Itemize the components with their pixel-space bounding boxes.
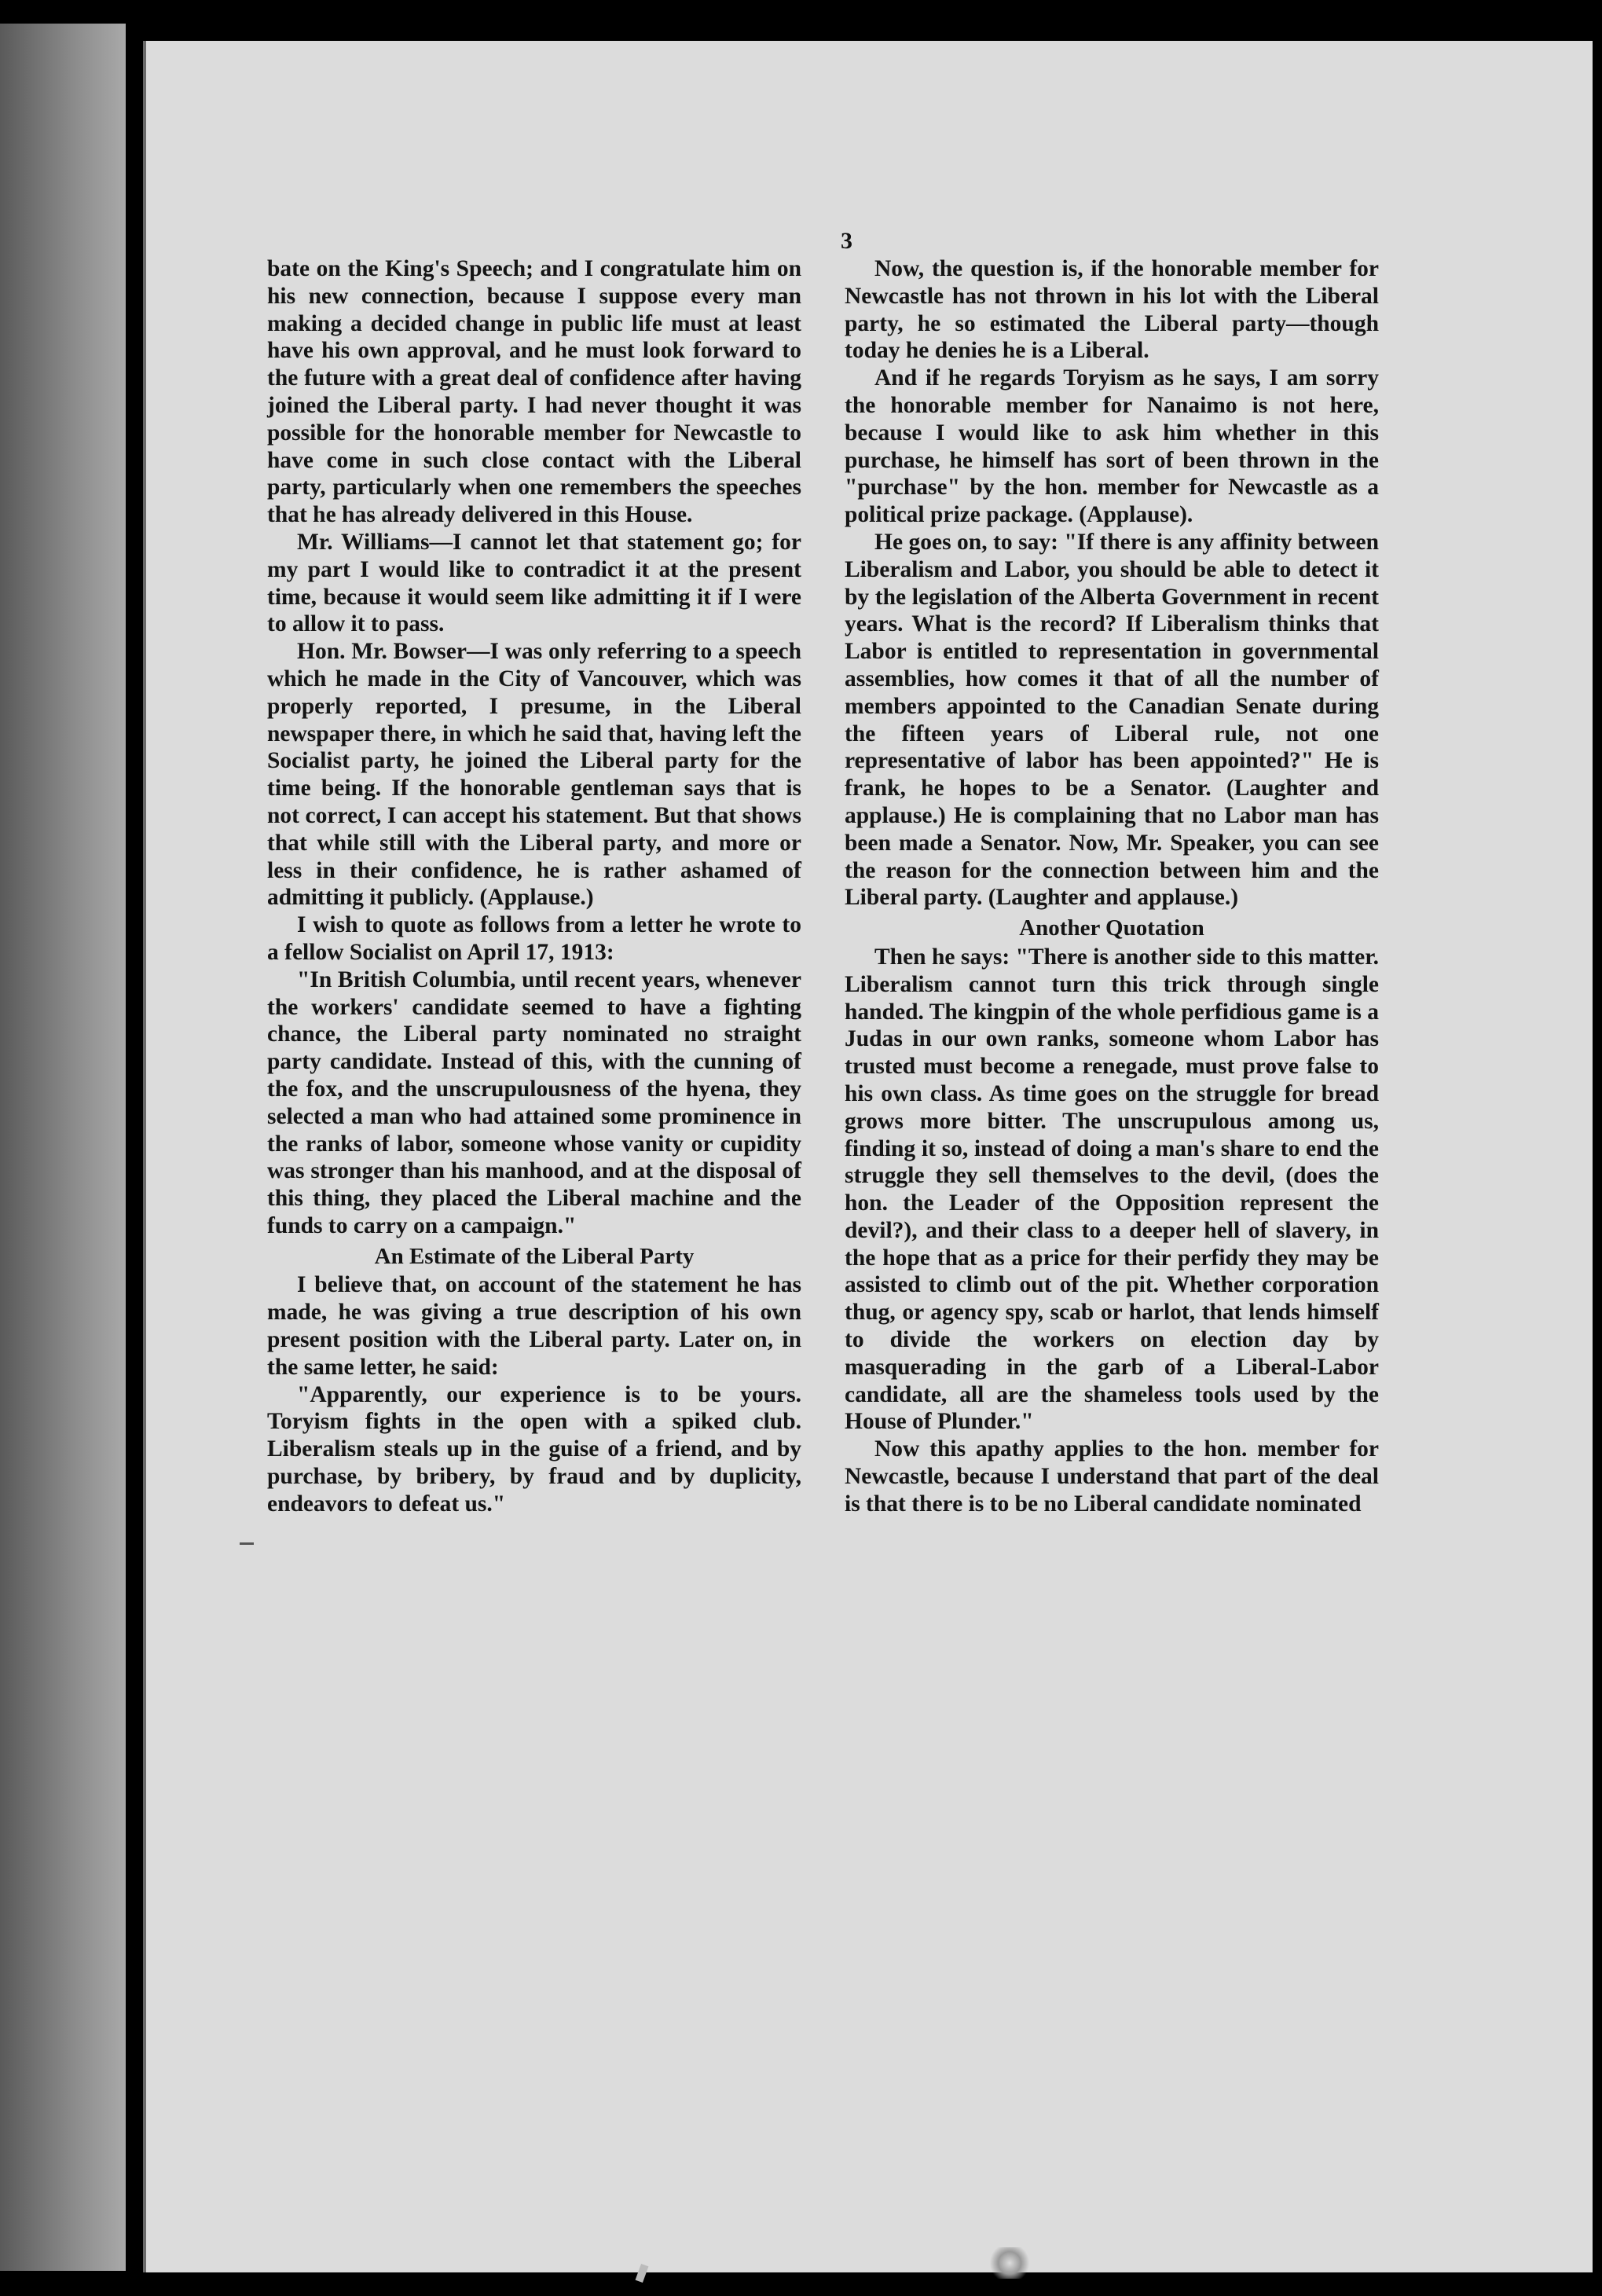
section-heading: Another Quotation: [1019, 915, 1204, 941]
quotation-paragraph: "In British Columbia, until recent years, whenever the workers' candidate seemed to have a fighting chance, the Liberal party nominated no straight party candidate. Instead of this, with the cunning of the fox, and the unscrupulousness of the hyena, they selected a man who had attained some prominence in the ranks of labor, someone whose vanity or cupidity was stronger than his manhood, and at the disposal of this thing, they placed the Liberal machine and the funds to carry on a campaign.": [267, 966, 801, 1238]
paragraph: I wish to quote as follows from a letter he wrote to a fellow Socialist on April 17, 1913:: [267, 912, 801, 965]
page-number: 3: [841, 228, 852, 254]
facing-page-edge: [0, 24, 126, 2271]
paragraph: Now this apathy applies to the hon. member for Newcastle, because I understand that part of the deal is that there is to be no Liberal candidate nominated: [845, 1436, 1379, 1517]
paragraph: And if he regards Toryism as he says, I am sorry the honorable member for Nanaimo is not here, because I would like to ask him whether in this purchase, he himself has sort of been thrown in the "purchase" by the hon. member for Newcastle as a political prize package. (Applause).: [845, 365, 1379, 528]
paragraph: bate on the King's Speech; and I congratulate him on his new connection, because I suppose every man making a decided change in public life must at least have his own approval, and he must look forward to the future with a great deal of confidence after having joined the Liberal party. I had never thought it was possible for the honorable member for Newcastle to have come in such close contact with the Liberal party, particularly when one remembers the speeches that he has already delivered in this House.: [267, 256, 801, 528]
paragraph: Mr. Williams—I cannot let that statement go; for my part I would like to contradict it at the present time, because it would seem like admitting it if I were to allow it to pass.: [267, 529, 801, 637]
quotation-paragraph: Then he says: "There is another side to this matter. Liberalism cannot turn this trick through single handed. The kingpin of the whole perfidious game is a Judas in our own ranks, someone whom Labor has trusted must become a renegade, must prove false to his own class. As time goes on the struggle for bread grows more bitter. The unscrupulous among us, finding it so, instead of doing a man's share to end the struggle they sell themselves to the devil, (does the hon. the Leader of the Opposition represent the devil?), and their class to a deeper hell of slavery, in the hope that as a price for their perfidy they may be assisted to climb out of the pit. Whether corporation thug, or agency spy, scab or harlot, that lends himself to divide the workers on election day by masquerading in the garb of a Liberal-Labor candidate, all are the shameless tools used by the House of Plunder.": [845, 944, 1379, 1435]
scan-artifact: [986, 2247, 1033, 2279]
quotation-paragraph: "Apparently, our experience is to be yours. Toryism fights in the open with a spiked club. Liberalism steals up in the guise of a friend, and by purchase, by bribery, by fraud and by duplicity, endeavors to defeat us.": [267, 1381, 801, 1517]
margin-mark: [240, 1542, 254, 1545]
left-column: [267, 255, 801, 1518]
paragraph: I believe that, on account of the statement he has made, he was giving a true description of his own present position with the Liberal party. Later on, in the same letter, he said:: [267, 1272, 801, 1380]
right-column: [845, 255, 1379, 1518]
paragraph: Hon. Mr. Bowser—I was only referring to a speech which he made in the City of Vancouver, which was properly reported, I presume, in the Liberal newspaper there, in which he said that, having left the Socialist party, he joined the Liberal party for the time being. If the honorable gentleman says that is not correct, I can accept his statement. But that shows that while still with the Liberal party, and more or less in their confidence, he is rather ashamed of admitting it publicly. (Applause.): [267, 639, 801, 911]
paragraph: Now, the question is, if the honorable member for Newcastle has not thrown in his lot with the Liberal party, he so estimated the Liberal party—though today he denies he is a Liberal.: [845, 256, 1379, 364]
section-heading: An Estimate of the Liberal Party: [374, 1243, 695, 1269]
paragraph: He goes on, to say: "If there is any affinity between Liberalism and Labor, you should be able to detect it by the legislation of the Alberta Government in recent years. What is the record? If Liberalism thinks that Labor is entitled to representation in governmental assemblies, how comes it that of all the number of members appointed to the Canadian Senate during the fifteen years of Liberal rule, not one representative of labor has been appointed?" He is frank, he hopes to be a Senator. (Laughter and applause.) He is complaining that no Labor man has been made a Senator. Now, Mr. Speaker, you can see the reason for the connection between him and the Liberal party. (Laughter and applause.): [845, 529, 1379, 911]
